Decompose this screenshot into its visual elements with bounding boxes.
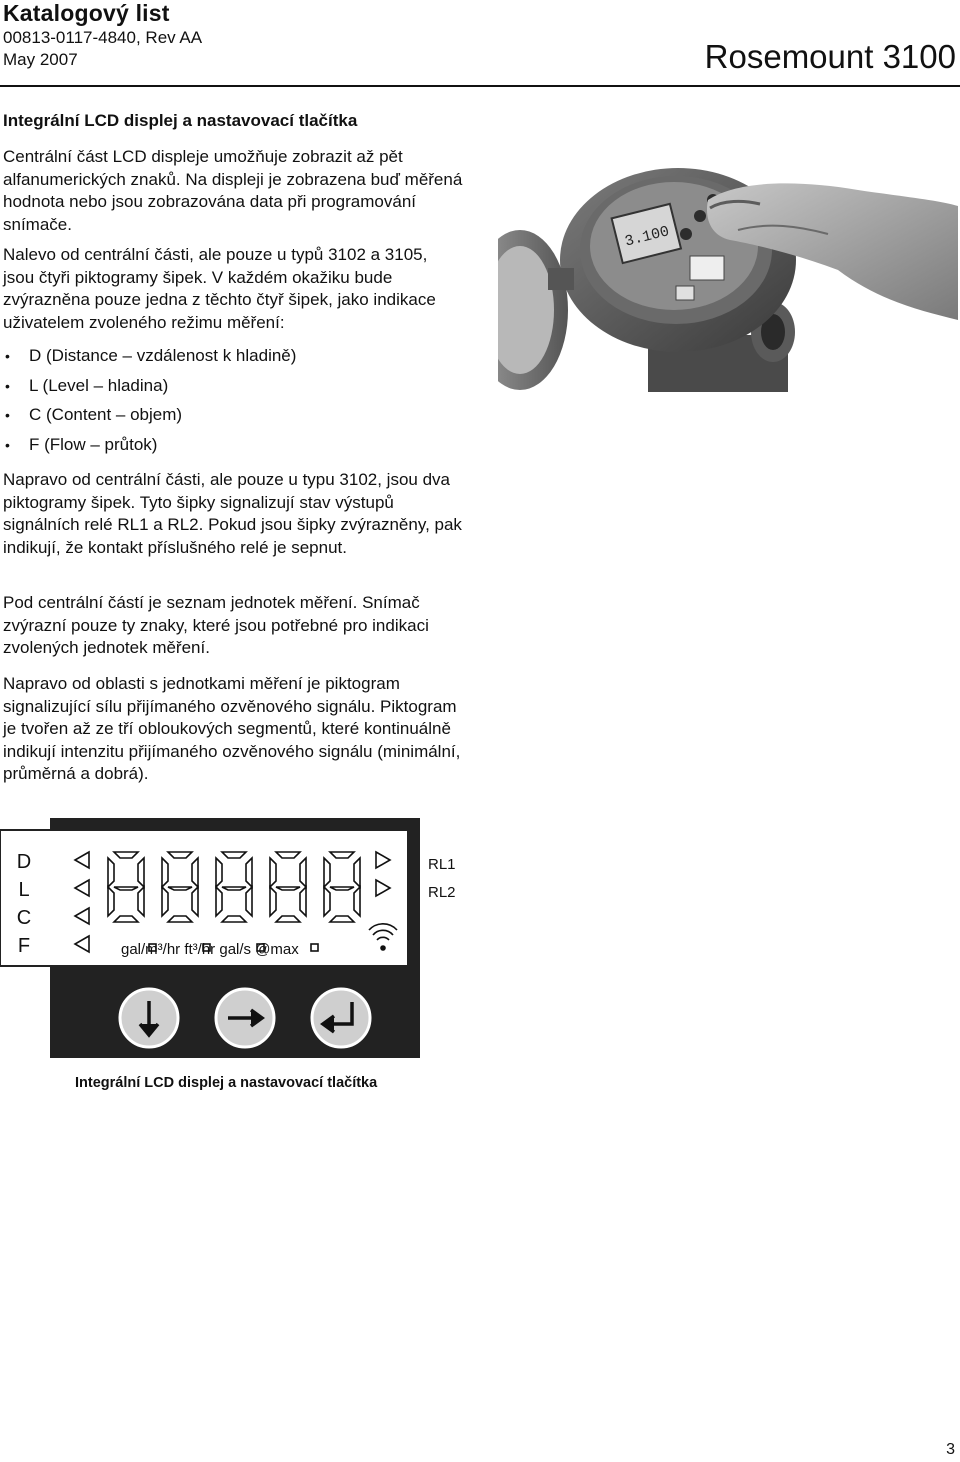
lcd-display-figure <box>0 818 470 1063</box>
mode-label-l: L <box>18 879 30 901</box>
paragraph-left-arrows: Nalevo od centrální části, ale pouze u typů 3102 a 3105, jsou čtyři piktogramy šipek. V každém okažiku bude zvýrazněna pouze jedna z těchto čtyř šipek, jako indikace uživatelem zvoleného režimu měření: <box>3 245 436 332</box>
mode-label-f: F <box>17 935 31 957</box>
enter-button[interactable] <box>312 989 370 1047</box>
page-number: 3 <box>946 1441 955 1458</box>
relay-label-rl2: RL2 <box>428 884 456 901</box>
header-rule <box>0 85 960 87</box>
paragraph-echo-signal: Napravo od oblasti s jednotkami měření je piktogram signalizující sílu přijímaného ozvěnového signálu. Piktogram je tvořen až ze tří obloukových segmentů, které kontinuálně indikují intenzitu přijímaného ozvěnového signálu (minimální, průměrná a dobrá). <box>3 674 461 784</box>
units-legend: gal/m³/hr ft³/hr gal/s @max <box>121 941 299 958</box>
mode-label-c: C <box>16 907 32 929</box>
section-title: Integrální LCD displej a nastavovací tlačítka <box>3 111 358 130</box>
right-button[interactable] <box>216 989 274 1047</box>
list-item: • L (Level – hladina) <box>3 375 473 405</box>
list-item: • D (Distance – vzdálenost k hladině) <box>3 345 473 375</box>
relay-label-rl1: RL1 <box>428 856 456 873</box>
document-type-title: Katalogový list <box>3 0 170 26</box>
figure-caption: Integrální LCD displej a nastavovací tlačítka <box>75 1075 378 1091</box>
paragraph-relay-arrows: Napravo od centrální části, ale pouze u typu 3102, jsou dva piktogramy šipek. Tyto šipky signalizují stav výstupů signálních relé RL1 a RL2. Pokud jsou šipky zvýrazněny, pak indikují, že kontakt příslušného relé je sepnut. <box>3 470 462 557</box>
document-date: May 2007 <box>3 50 78 69</box>
transmitter-photo <box>498 160 958 392</box>
document-number: 00813-0117-4840, Rev AA <box>3 28 203 47</box>
product-name: Rosemount 3100 <box>704 38 956 75</box>
list-item: • F (Flow – průtok) <box>3 434 473 464</box>
mode-label-d: D <box>16 851 32 873</box>
list-item: • C (Content – objem) <box>3 404 473 434</box>
photo-display-readout: 3.100 <box>623 223 672 251</box>
down-button[interactable] <box>120 989 178 1047</box>
paragraph-units: Pod centrální částí je seznam jednotek měření. Snímač zvýrazní pouze ty znaky, které jsou potřebné pro indikaci zvolených jednotek měření. <box>3 593 429 658</box>
paragraph-display-center: Centrální část LCD displeje umožňuje zobrazit až pět alfanumerických znaků. Na displeji je zobrazena buď měřená hodnota nebo jsou zobrazována data při programování snímače. <box>3 147 463 234</box>
measurement-mode-list <box>3 345 473 463</box>
